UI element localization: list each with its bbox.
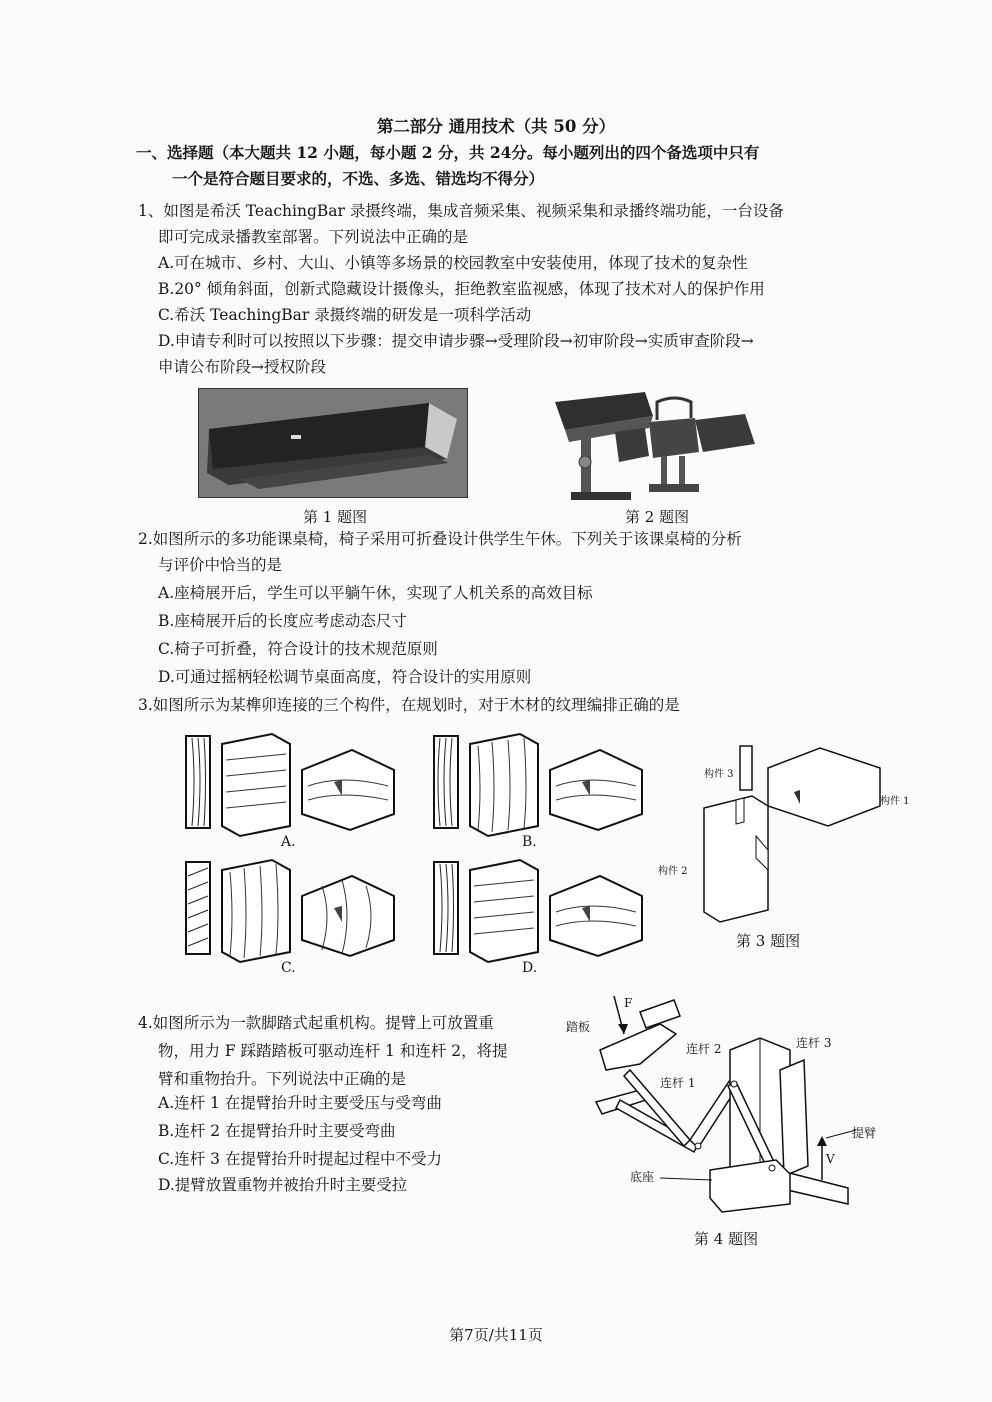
q3-option-b-figure	[430, 730, 650, 830]
q2-option-c: C.椅子可折叠，符合设计的技术规范原则	[158, 640, 438, 658]
q1-stem-line1: 1、如图是希沃 TeachingBar 录摄终端，集成音频采集、视频采集和录播终端功能，一台设备	[138, 202, 784, 220]
q1-option-b: B.20° 倾角斜面，创新式隐藏设计摄像头，拒绝教室监视感，体现了技术对人的保护作用	[158, 280, 765, 298]
q4-label-arm: 提臂	[852, 1126, 877, 1140]
q2-stem-line2: 与评价中恰当的是	[158, 556, 283, 574]
q1-option-d-line2: 申请公布阶段→授权阶段	[158, 358, 326, 376]
q3-option-d-label: D.	[522, 960, 538, 976]
q3-option-a-figure	[182, 730, 402, 830]
q4-label-base: 底座	[630, 1170, 655, 1184]
q3-stem: 3.如图所示为某榫卯连接的三个构件，在规划时，对于木材的纹理编排正确的是	[138, 696, 680, 714]
q4-label-link2: 连杆 2	[686, 1042, 722, 1056]
q3-part2-label: 构件 2	[658, 866, 688, 877]
q1-option-c: C.希沃 TeachingBar 录摄终端的研发是一项科学活动	[158, 306, 532, 324]
page-title: 第二部分 通用技术（共 50 分）	[376, 117, 616, 136]
q4-option-b: B.连杆 2 在提臂抬升时主要受弯曲	[158, 1122, 396, 1140]
q2-figure-desk-chair	[545, 372, 775, 502]
q2-option-d: D.可通过摇柄轻松调节桌面高度，符合设计的实用原则	[158, 668, 532, 686]
q4-option-a: A.连杆 1 在提臂抬升时主要受压与受弯曲	[158, 1094, 442, 1112]
q4-stem-line3: 臂和重物抬升。下列说法中正确的是	[158, 1070, 407, 1088]
q1-stem-line2: 即可完成录播教室部署。下列说法中正确的是	[158, 228, 469, 246]
q2-option-a: A.座椅展开后，学生可以平躺午休，实现了人机关系的高效目标	[158, 584, 593, 602]
q4-label-pedal: 踏板	[566, 1020, 591, 1034]
q4-option-d: D.提臂放置重物并被抬升时主要受拉	[158, 1176, 408, 1194]
q1-figure-caption: 第 1 题图	[303, 508, 368, 526]
section-heading-line1: 一、选择题（本大题共 12 小题，每小题 2 分，共 24分。每小题列出的四个备选项中只有	[136, 143, 760, 162]
q2-stem-line1: 2.如图所示的多功能课桌椅，椅子采用可折叠设计供学生午休。下列关于该课桌椅的分析	[138, 530, 742, 548]
q4-option-c: C.连杆 3 在提臂抬升时提起过程中不受力	[158, 1150, 442, 1168]
q3-figure-caption: 第 3 题图	[736, 932, 801, 950]
q3-option-c-figure	[182, 856, 402, 956]
q2-option-b: B.座椅展开后的长度应考虑动态尺寸	[158, 612, 407, 630]
q3-part1-label: 构件 1	[880, 796, 910, 807]
q1-figure-photo	[198, 388, 468, 498]
q3-option-a-label: A.	[281, 834, 296, 850]
q4-label-v: V	[826, 1152, 835, 1166]
q3-option-d-figure	[430, 856, 650, 956]
q2-figure-caption: 第 2 题图	[625, 508, 690, 526]
q4-stem-line1: 4.如图所示为一款脚踏式起重机构。提臂上可放置重	[138, 1014, 494, 1032]
q1-option-a: A.可在城市、乡村、大山、小镇等多场景的校园教室中安装使用，体现了技术的复杂性	[158, 254, 748, 272]
q1-option-d-line1: D.申请专利时可以按照以下步骤：提交申请步骤→受理阶段→初审阶段→实质审查阶段→	[158, 332, 754, 350]
teachingbar-device-image	[199, 389, 467, 497]
q4-label-force: F	[624, 996, 633, 1010]
q4-label-link1: 连杆 1	[660, 1076, 696, 1090]
q4-stem-line2: 物，用力 F 踩踏踏板可驱动连杆 1 和连杆 2，将提	[158, 1042, 508, 1060]
q4-figure-caption: 第 4 题图	[694, 1230, 759, 1248]
q4-label-link3: 连杆 3	[796, 1036, 832, 1050]
q3-option-b-label: B.	[522, 834, 537, 850]
page-number: 第7页/共11页	[449, 1326, 543, 1344]
q3-part3-label: 构件 3	[704, 769, 734, 780]
section-heading-line2: 一个是符合题目要求的，不选、多选、错选均不得分）	[172, 169, 545, 188]
q4-mechanism-figure	[580, 990, 870, 1220]
q3-option-c-label: C.	[281, 960, 296, 976]
